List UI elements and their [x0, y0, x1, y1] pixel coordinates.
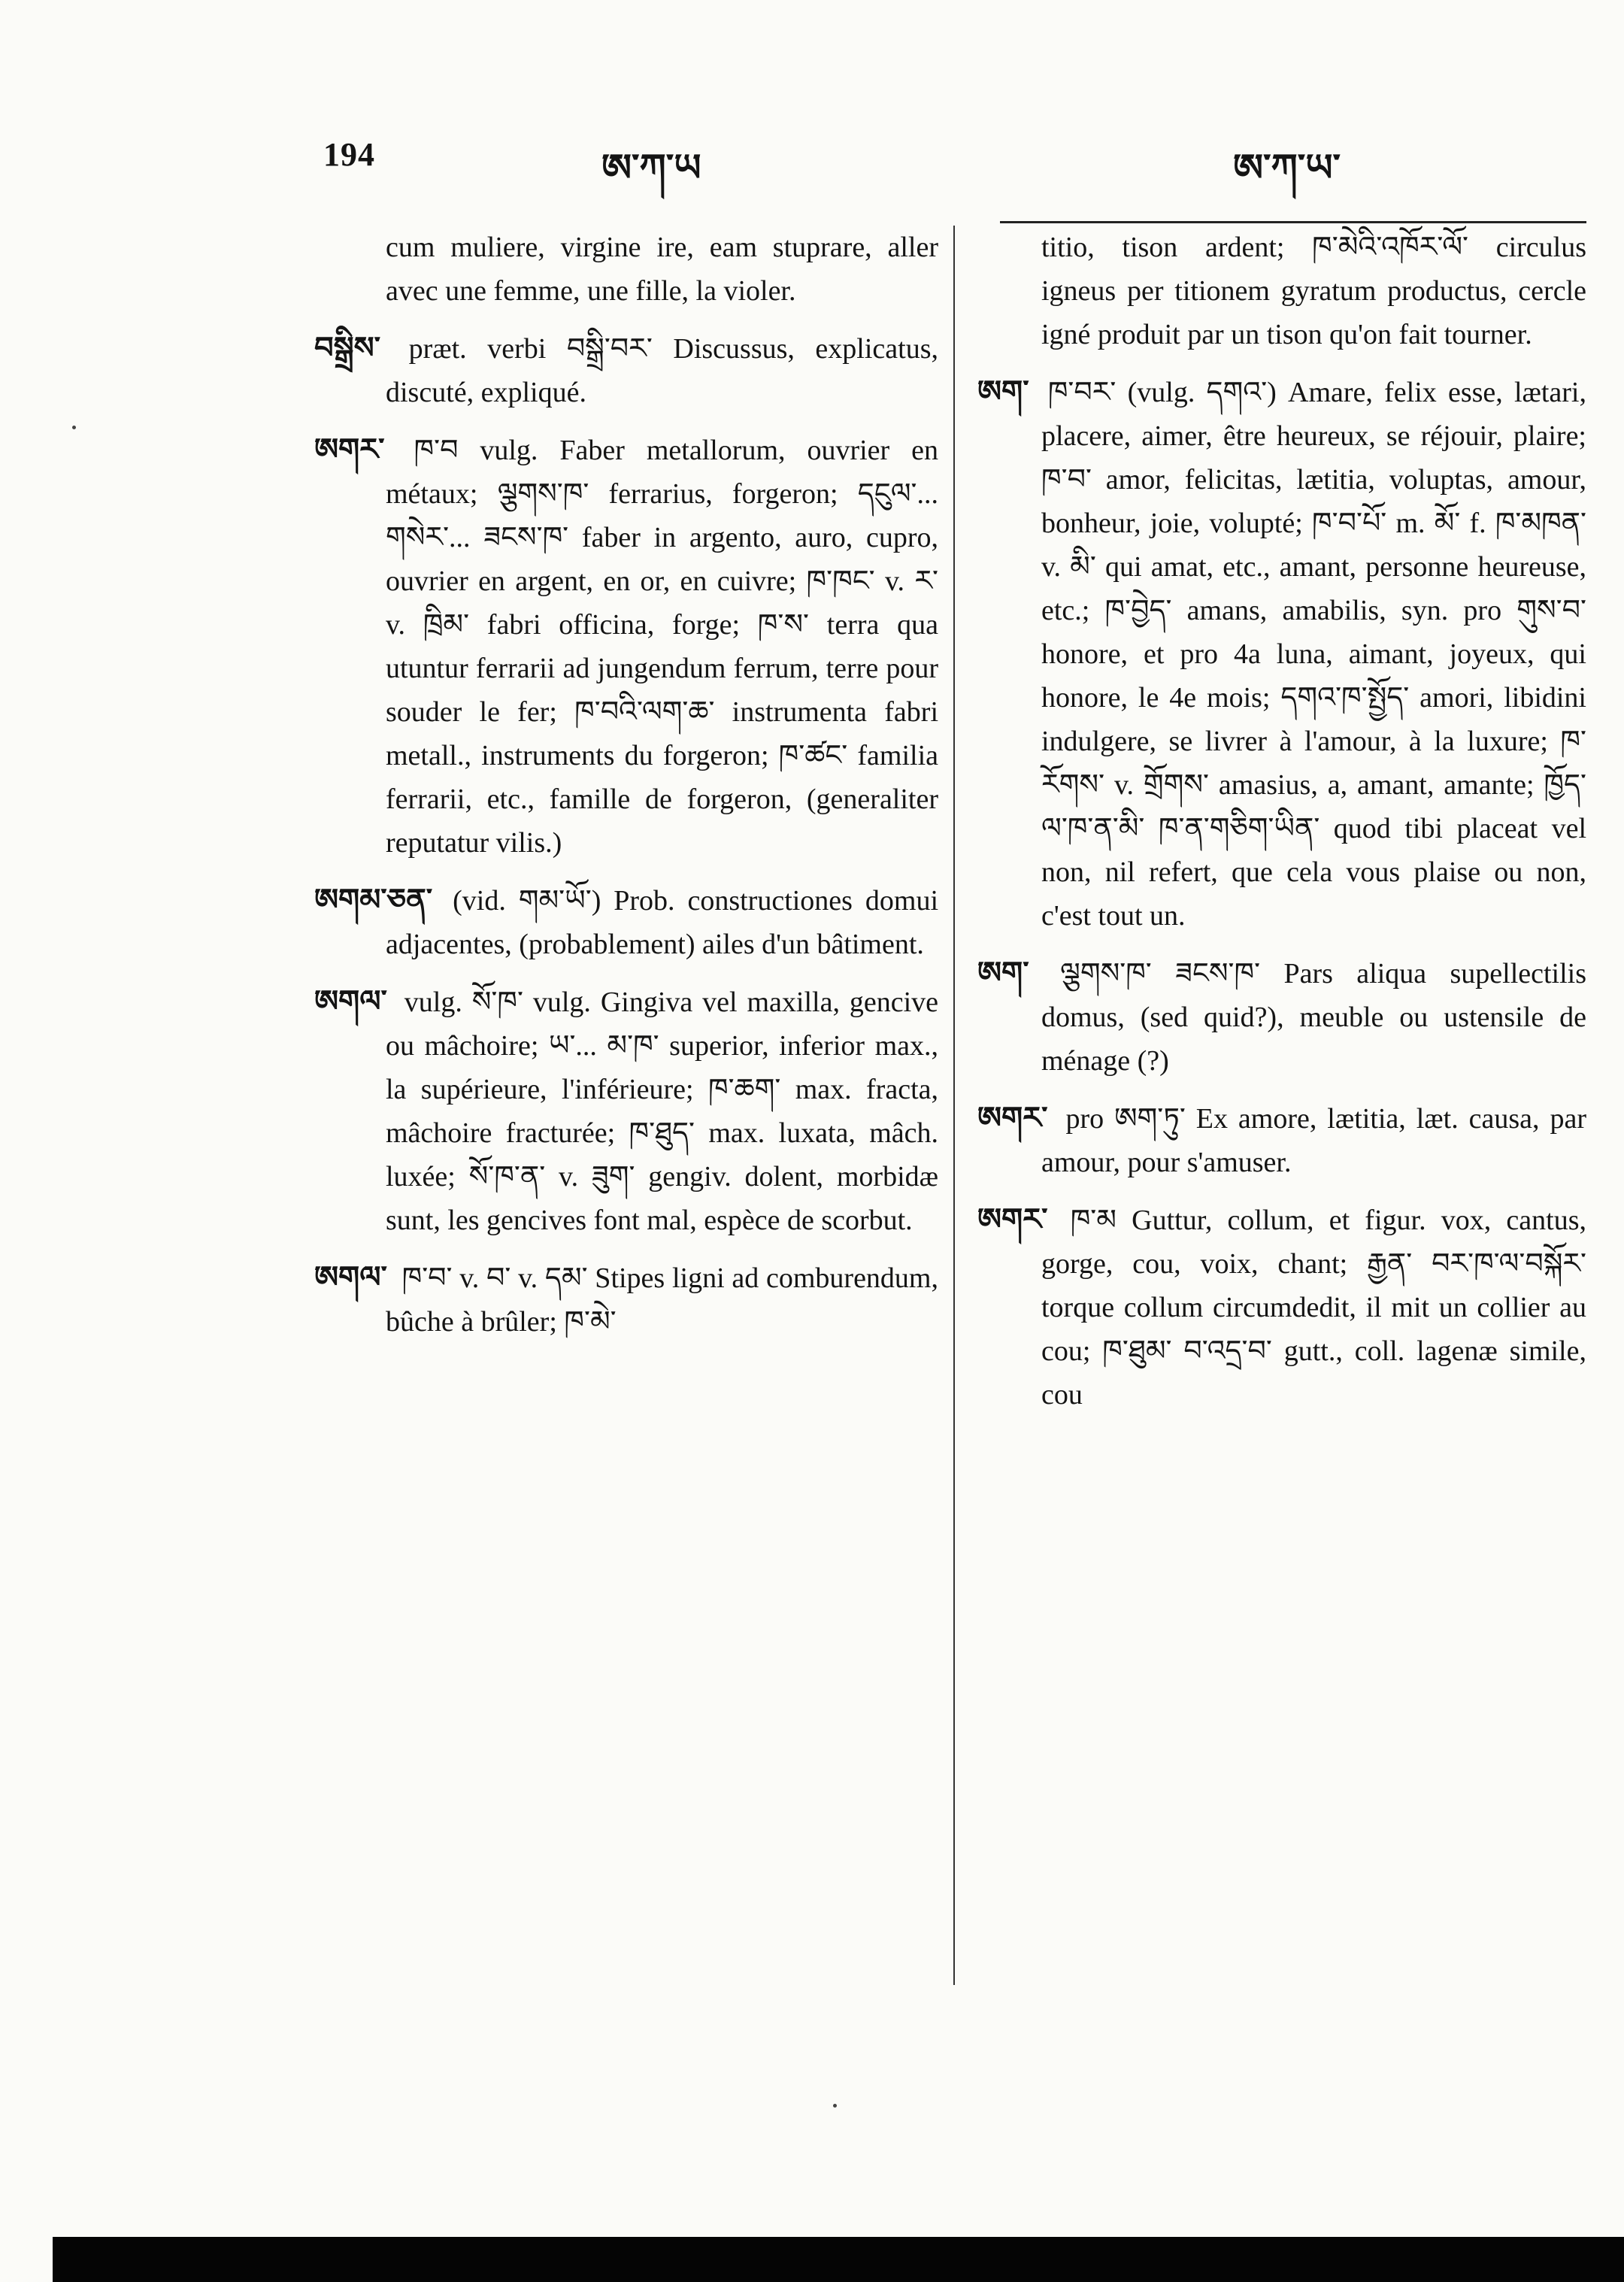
dictionary-entry — [977, 226, 1586, 356]
entry-text: vulg. སོ་ཁ་ vulg. Gingiva vel maxilla, gencive ou mâchoire; ཡ་... མ་ཁ་ superior, inferior max., la supérieure, l'inférieure; ཁ་ཆག་ max. fracta, mâchoire fracturée; ཁ་ཐུད་ max. luxata, mâch. luxée; སོ་ཁ་ན་ v. ཟུག་ gengiv. dolent, morbidæ sunt, les gencives font mal, espèce de scorbut. — [386, 986, 938, 1236]
dictionary-entry — [977, 951, 1586, 1083]
entry-headword: ཨགལ་ — [314, 984, 387, 1019]
footer-bar — [53, 2237, 1624, 2282]
entry-text: pro ཨག་ཏུ་ Ex amore, lætitia, læt. causa, par amour, pour s'amuser. — [1041, 1103, 1586, 1178]
entry-text: ཁ་མ Guttur, collum, et figur. vox, cantus, gorge, cou, voix, chant; རྒྱན་ བར་ཁ་ལ་བསྐོར་ torque collum circumdedit, il mit un collier au cou; ཁ་ཐུམ་ བ་འདྲ་བ་ gutt., coll. lagenæ simile, cou — [1041, 1205, 1586, 1411]
dictionary-entry — [314, 326, 938, 414]
entry-headword: ཨགར་ — [314, 432, 385, 467]
entry-text: ཁ་བར་ (vulg. དགའ་) Amare, felix esse, lætari, placere, aimer, être heureux, se réjouir, plaire; ཁ་བ་ amor, felicitas, lætitia, voluptas, amour, bonheur, joie, volupté; ཁ་བ་པོ་ m. མོ་ f. ཁ་མཁན་ v. མི་ qui amat, etc., amant, personne heureuse, etc.; ཁ་བྱེད་ amans, amabilis, syn. pro གུས་བ་ honore, et pro 4a luna, aimant, joyeux, qui honore, le 4e mois; དགའ་ཁ་སྤྱོད་ amori, libidini indulgere, se livrer à l'amour, à la luxure; ཁ་རོགས་ v. གྲོགས་ amasius, a, amant, amante; ཁྱོད་ལ་ཁ་ན་མི་ ཁ་ན་གཅིག་ཡིན་ quod tibi placeat vel non, nil refert, que cela vous plaise ou non, c'est tout un. — [1041, 377, 1586, 932]
dictionary-entry — [977, 370, 1586, 938]
entry-text: (vid. གམ་ཡོ་) Prob. constructiones domui adjacentes, (probablement) ailes d'un bâtiment. — [386, 885, 938, 960]
entry-text: ལྕགས་ཁ་ ཟངས་ཁ་ Pars aliqua supellectilis domus, (sed quid?), meuble ou ustensile de ménage (?) — [1041, 958, 1586, 1077]
running-head-right: ཨ་ཀ་ཡ་ — [1233, 146, 1341, 189]
entry-text: titio, tison ardent; ཁ་མེའི་འཁོར་ལོ་ circulus igneus per titionem gyratum productus, cercle igné produit par un tison qu'on fait tourner. — [1041, 232, 1586, 350]
column-right — [977, 226, 1586, 2030]
running-head-left: ཨ་ཀ་ཡ — [601, 146, 701, 189]
scan-speck — [72, 426, 76, 429]
entry-headword: ཨག་ — [977, 374, 1029, 409]
dictionary-entry — [314, 980, 938, 1242]
entry-text: ཁ་བ་ v. བ་ v. དམ་ Stipes ligni ad comburendum, bûche à brûler; ཁ་མེ་ — [386, 1262, 938, 1338]
header-rule — [1000, 221, 1586, 223]
dictionary-entry — [314, 226, 938, 313]
dictionary-entry — [314, 428, 938, 865]
entry-headword: ཨགམ་ཅན་ — [314, 883, 433, 917]
entry-text: cum muliere, virgine ire, eam stuprare, aller avec une femme, une fille, la violer. — [386, 232, 938, 307]
dictionary-entry — [977, 1198, 1586, 1417]
page-number: 194 — [323, 136, 375, 173]
column-left — [314, 226, 938, 2030]
entry-headword: ཨགལ་ — [314, 1260, 387, 1295]
entry-headword: ཨགར་ — [977, 1202, 1048, 1237]
entry-text: præt. verbi བསྒྲི་བར་ Discussus, explicatus, discuté, expliqué. — [386, 333, 938, 408]
dictionary-entry — [314, 878, 938, 966]
entry-headword: ཨག་ — [977, 956, 1029, 990]
column-divider — [953, 226, 955, 1985]
entry-headword: བསྒྲིས་ — [314, 331, 381, 365]
scan-speck — [833, 2104, 837, 2108]
entry-text: ཁ་བ vulg. Faber metallorum, ouvrier en métaux; ལྕགས་ཁ་ ferrarius, forgeron; དངུལ་... གསེར་... ཟངས་ཁ་ faber in argento, auro, cupro, ouvrier en argent, en or, en cuivre; ཁ་ཁང་ v. ར་ v. ཁྲིམ་ fabri officina, forge; ཁ་ས་ terra qua utuntur ferrarii ad jungendum ferrum, terre pour souder le fer; ཁ་བའི་ལག་ཆ་ instrumenta fabri metall., instruments du forgeron; ཁ་ཚང་ familia ferrarii, etc., famille de forgeron, (generaliter reputatur vilis.) — [386, 435, 938, 859]
entry-headword: ཨགར་ — [977, 1101, 1048, 1135]
dictionary-entry — [314, 1256, 938, 1344]
dictionary-entry — [977, 1096, 1586, 1184]
